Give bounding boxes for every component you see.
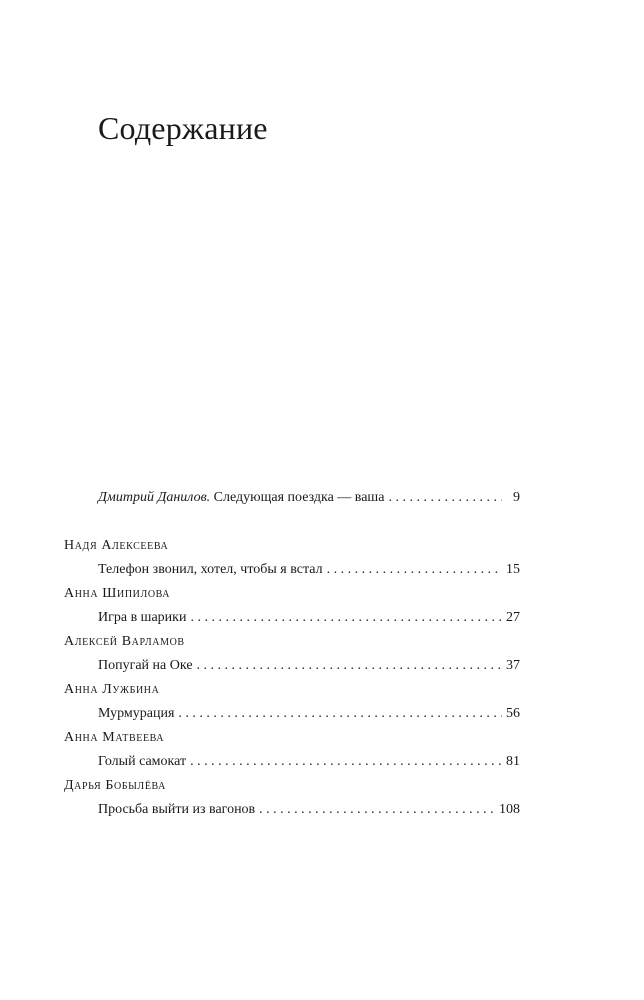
- toc-entry-title: Голый самокат: [98, 754, 187, 769]
- dot-leader: [327, 558, 502, 582]
- dot-leader: [197, 654, 502, 678]
- toc-author: Надя Алексеева: [64, 538, 169, 553]
- toc-author: Алексей Варламов: [64, 634, 185, 649]
- toc-entry-page: 81: [506, 754, 520, 769]
- toc-entry: [98, 750, 520, 774]
- toc-section: [64, 534, 520, 582]
- toc-section: [64, 774, 520, 822]
- toc-section: [64, 726, 520, 774]
- toc-entry-page: 37: [506, 658, 520, 673]
- dot-leader: [190, 606, 502, 630]
- toc-author: Анна Матвеева: [64, 730, 165, 745]
- toc-author: Дарья Бобылёва: [64, 778, 166, 793]
- toc-entry-title: Просьба выйти из вагонов: [98, 802, 256, 817]
- toc-entry-page: 27: [506, 610, 520, 625]
- toc-entry-page: 15: [506, 562, 520, 577]
- dot-leader: [259, 798, 495, 822]
- toc-entry-author: Дмитрий Данилов.: [98, 490, 211, 505]
- table-of-contents: [64, 480, 520, 822]
- dot-leader: [388, 486, 502, 510]
- dot-leader: [190, 750, 502, 774]
- toc-section: [64, 582, 520, 630]
- toc-author: Анна Шипилова: [64, 586, 171, 601]
- toc-entry-title: Мурмурация: [98, 706, 175, 721]
- toc-entry-title: Попугай на Оке: [98, 658, 193, 673]
- page-title: Содержание: [98, 110, 268, 146]
- dot-leader: [178, 702, 502, 726]
- toc-entry-title: Телефон звонил, хотел, чтобы я встал: [98, 562, 323, 577]
- toc-entry-page: 108: [499, 802, 520, 817]
- toc-entry-title: Игра в шарики: [98, 610, 187, 625]
- toc-entry: [98, 654, 520, 678]
- toc-entry: [98, 606, 520, 630]
- toc-entry-intro: [98, 486, 520, 510]
- toc-section: [64, 630, 520, 678]
- toc-entry: [98, 798, 520, 822]
- toc-section: [64, 678, 520, 726]
- toc-entry-page: 56: [506, 706, 520, 721]
- toc-entry-title: [98, 486, 384, 510]
- toc-entry-title-text: Следующая поездка — ваша: [213, 490, 385, 505]
- toc-author: Анна Лужбина: [64, 682, 160, 697]
- toc-entry: [98, 702, 520, 726]
- toc-entry-page: 9: [513, 490, 520, 505]
- toc-entry: [98, 558, 520, 582]
